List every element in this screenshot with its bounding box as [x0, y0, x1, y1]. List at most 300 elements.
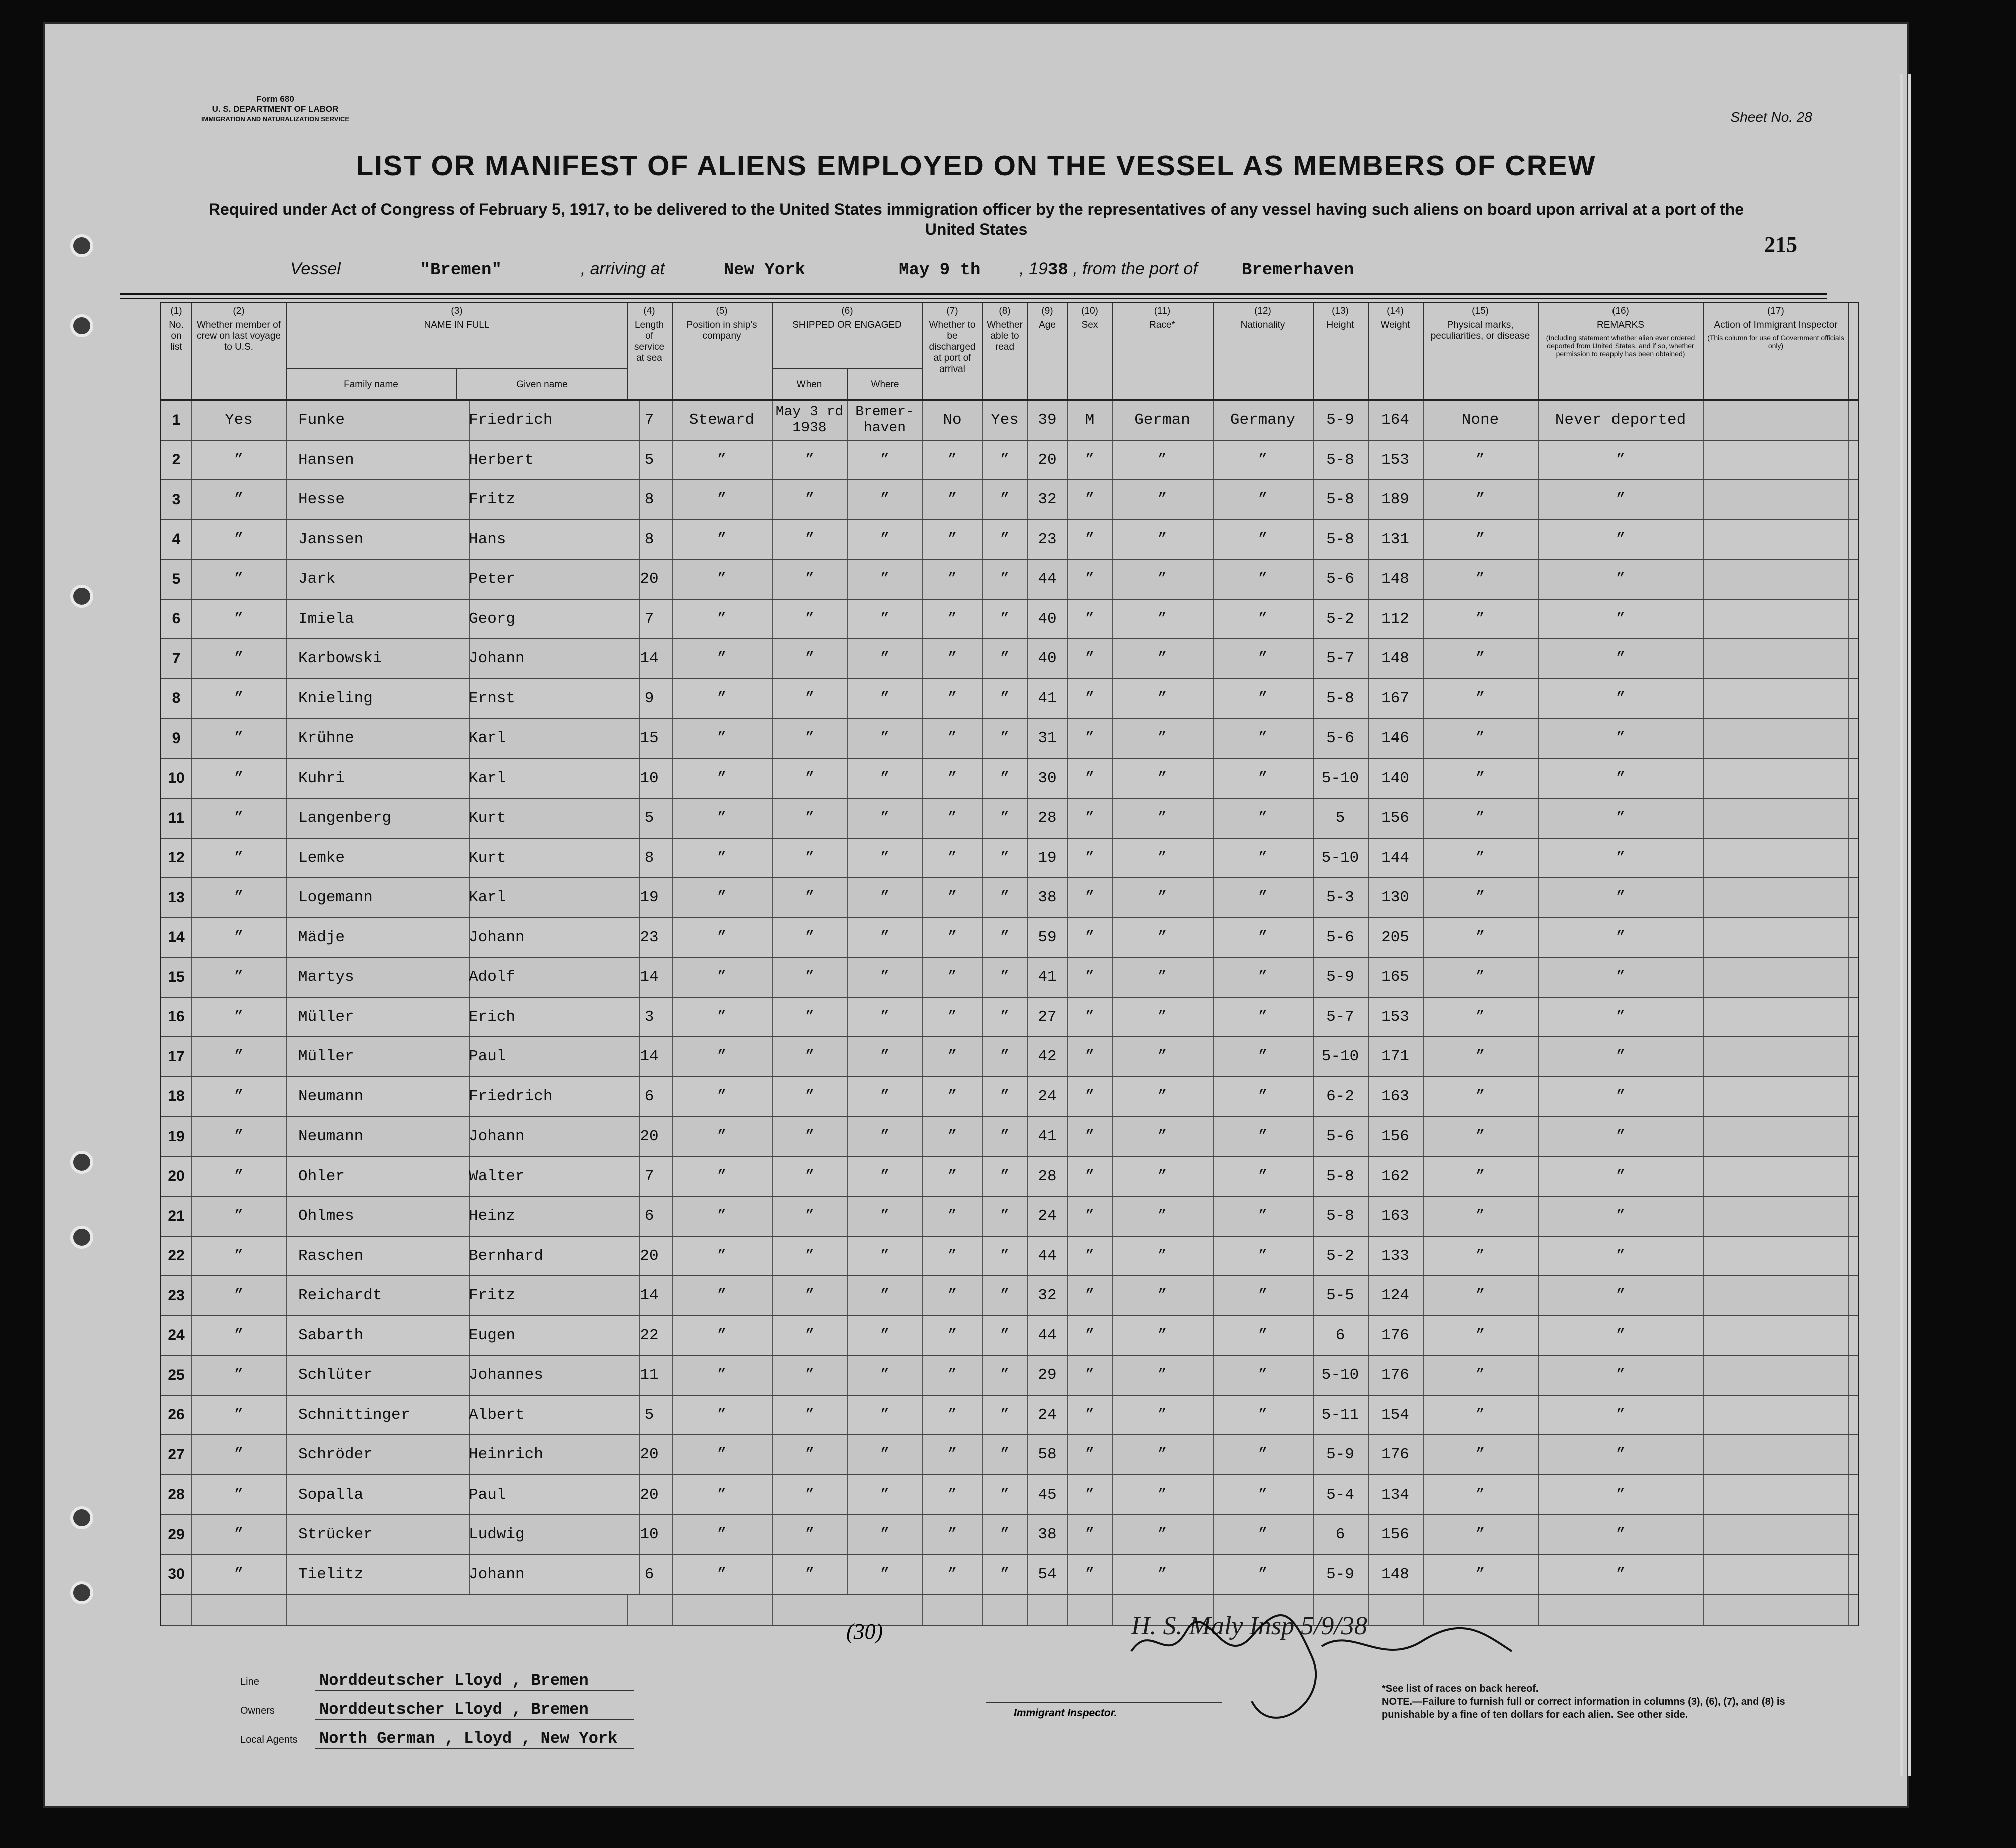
row-number: 22: [161, 1237, 192, 1276]
age: 24: [1027, 1396, 1068, 1435]
footer-note: [1382, 1682, 1832, 1721]
height: 5-8: [1313, 520, 1369, 559]
physical-marks: ”: [1423, 1276, 1539, 1315]
row-number: 14: [161, 918, 192, 957]
shipped-where: ”: [847, 1237, 923, 1276]
age: 20: [1027, 441, 1068, 480]
line-value: Norddeutscher Lloyd , Bremen: [315, 1671, 634, 1691]
nationality: ”: [1213, 918, 1314, 957]
owners-value: Norddeutscher Lloyd , Bremen: [315, 1700, 634, 1720]
position: Steward: [672, 401, 773, 440]
prev-voyage: ”: [191, 719, 287, 758]
binding-hole: [70, 1151, 93, 1174]
shipped-when: May 3 rd 1938: [772, 401, 848, 440]
physical-marks: ”: [1423, 1555, 1539, 1594]
height: 5-8: [1313, 480, 1369, 519]
shipped-where: ”: [847, 839, 923, 878]
discharged: ”: [922, 759, 983, 798]
prev-voyage: ”: [191, 1077, 287, 1117]
able-to-read: ”: [982, 759, 1028, 798]
given-name: Johann: [457, 918, 640, 957]
remarks: ”: [1538, 839, 1704, 878]
inspector-action: [1703, 441, 1849, 480]
given-name: Eugen: [457, 1316, 640, 1355]
age: 45: [1027, 1475, 1068, 1515]
inspector-action: [1703, 1117, 1849, 1156]
nationality: ”: [1213, 1555, 1314, 1594]
length-of-service: 11: [627, 1356, 673, 1395]
binding-hole: [70, 234, 93, 257]
column-label: Nationality: [1240, 320, 1285, 330]
column-number: (11): [1154, 306, 1171, 316]
given-name: Friedrich: [457, 401, 640, 440]
position: ”: [672, 441, 773, 480]
remarks: ”: [1538, 958, 1704, 997]
able-to-read: ”: [982, 1117, 1028, 1156]
age: 27: [1027, 998, 1068, 1037]
arrival-date: May 9 th: [899, 261, 981, 280]
page-edge: [1908, 74, 1911, 1776]
column-label: Weight: [1380, 320, 1410, 330]
sex: ”: [1067, 759, 1113, 798]
sheet-value: 28: [1796, 109, 1812, 125]
sex: ”: [1067, 600, 1113, 639]
column-label: Race*: [1149, 320, 1175, 330]
length-of-service: 10: [627, 1515, 673, 1554]
empty-cell: [1067, 1595, 1113, 1625]
able-to-read: ”: [982, 958, 1028, 997]
discharged: ”: [922, 1396, 983, 1435]
inspector-signature-line: [986, 1702, 1222, 1703]
column-number: (4): [643, 306, 655, 316]
physical-marks: ”: [1423, 1237, 1539, 1276]
weight: 176: [1368, 1356, 1424, 1395]
given-name: Hans: [457, 520, 640, 559]
shipped-where: ”: [847, 1276, 923, 1315]
sex: ”: [1067, 1435, 1113, 1474]
inspector-action: [1703, 799, 1849, 838]
sex: ”: [1067, 1396, 1113, 1435]
able-to-read: ”: [982, 1316, 1028, 1355]
height: 5-5: [1313, 1276, 1369, 1315]
given-name: Kurt: [457, 799, 640, 838]
empty-cell: [627, 1595, 673, 1625]
length-of-service: 8: [627, 480, 673, 519]
inspector-action: [1703, 1555, 1849, 1594]
length-of-service: 15: [627, 719, 673, 758]
remarks: ”: [1538, 520, 1704, 559]
discharged: ”: [922, 1475, 983, 1515]
position: ”: [672, 1276, 773, 1315]
column-label: NAME IN FULL: [424, 320, 490, 330]
weight: 165: [1368, 958, 1424, 997]
table-row: [161, 1237, 1858, 1277]
shipped-when: ”: [772, 1157, 848, 1196]
race: ”: [1112, 1396, 1214, 1435]
sex: ”: [1067, 679, 1113, 718]
height: 5-6: [1313, 1117, 1369, 1156]
shipped-when: ”: [772, 1475, 848, 1515]
race: ”: [1112, 1515, 1214, 1554]
nationality: ”: [1213, 1316, 1314, 1355]
able-to-read: ”: [982, 679, 1028, 718]
table-row: [161, 839, 1858, 879]
row-number: 17: [161, 1037, 192, 1076]
line-row: [240, 1671, 634, 1700]
remarks: ”: [1538, 1555, 1704, 1594]
binding-hole: [70, 1506, 93, 1529]
sex: ”: [1067, 1515, 1113, 1554]
sex: ”: [1067, 441, 1113, 480]
race: ”: [1112, 839, 1214, 878]
manifest-page: [45, 24, 1907, 1806]
page-number: 215: [1764, 232, 1797, 257]
height: 5-9: [1313, 1555, 1369, 1594]
table-row: [161, 719, 1858, 759]
shipped-when: ”: [772, 799, 848, 838]
column-number: (10): [1081, 306, 1098, 316]
family-name: Schnittinger: [286, 1396, 470, 1435]
table-row: [161, 600, 1858, 640]
empty-cell: [672, 1595, 773, 1625]
column-header: [1067, 303, 1113, 399]
length-of-service: 7: [627, 401, 673, 440]
height: 5-11: [1313, 1396, 1369, 1435]
length-of-service: 6: [627, 1077, 673, 1117]
binding-hole: [70, 1581, 93, 1604]
race: ”: [1112, 799, 1214, 838]
inspector-action: [1703, 679, 1849, 718]
inspector-action: [1703, 759, 1849, 798]
physical-marks: ”: [1423, 799, 1539, 838]
age: 59: [1027, 918, 1068, 957]
able-to-read: ”: [982, 799, 1028, 838]
able-to-read: ”: [982, 1077, 1028, 1117]
table-row: [161, 1197, 1858, 1237]
vessel-line: [290, 259, 1393, 280]
race: ”: [1112, 1077, 1214, 1117]
prev-voyage: ”: [191, 1037, 287, 1076]
nationality: ”: [1213, 878, 1314, 917]
race: ”: [1112, 998, 1214, 1037]
column-detail: (Including statement whether alien ever ordered deported from United States, and if so, whether permission to reapply has been obtained): [1546, 334, 1695, 358]
position: ”: [672, 1237, 773, 1276]
row-number: 29: [161, 1515, 192, 1554]
shipped-when: ”: [772, 1316, 848, 1355]
table-header: [161, 303, 1858, 401]
given-name: Karl: [457, 878, 640, 917]
table-row: [161, 918, 1858, 958]
position: ”: [672, 799, 773, 838]
discharged: ”: [922, 719, 983, 758]
prev-voyage: ”: [191, 799, 287, 838]
table-body: [161, 401, 1858, 1626]
family-name: Raschen: [286, 1237, 470, 1276]
height: 5-4: [1313, 1475, 1369, 1515]
nationality: ”: [1213, 1435, 1314, 1474]
nationality: ”: [1213, 560, 1314, 599]
sex: ”: [1067, 839, 1113, 878]
empty-cell: [286, 1595, 628, 1625]
shipped-when: ”: [772, 1037, 848, 1076]
given-name: Johann: [457, 1117, 640, 1156]
height: 6: [1313, 1316, 1369, 1355]
table-row: [161, 1037, 1858, 1077]
shipped-when: ”: [772, 1555, 848, 1594]
table-row: [161, 639, 1858, 679]
position: ”: [672, 1555, 773, 1594]
sex: ”: [1067, 1077, 1113, 1117]
discharged: ”: [922, 1157, 983, 1196]
given-name: Georg: [457, 600, 640, 639]
column-label: Whether to be discharged at port of arrival: [929, 320, 976, 375]
position: ”: [672, 1117, 773, 1156]
shipped-where: ”: [847, 918, 923, 957]
weight: 171: [1368, 1037, 1424, 1076]
physical-marks: ”: [1423, 1475, 1539, 1515]
age: 28: [1027, 1157, 1068, 1196]
shipped-when: ”: [772, 918, 848, 957]
height: 6-2: [1313, 1077, 1369, 1117]
family-name: Ohler: [286, 1157, 470, 1196]
column-number: (17): [1767, 306, 1784, 316]
length-of-service: 20: [627, 1117, 673, 1156]
nationality: ”: [1213, 1037, 1314, 1076]
sex: ”: [1067, 1157, 1113, 1196]
prev-voyage: ”: [191, 520, 287, 559]
physical-marks: ”: [1423, 958, 1539, 997]
prev-voyage: ”: [191, 958, 287, 997]
table-row: [161, 1356, 1858, 1396]
physical-marks: ”: [1423, 679, 1539, 718]
inspector-action: [1703, 1435, 1849, 1474]
race: ”: [1112, 1475, 1214, 1515]
remarks: ”: [1538, 1316, 1704, 1355]
given-name: Fritz: [457, 480, 640, 519]
length-of-service: 23: [627, 918, 673, 957]
family-name: Sopalla: [286, 1475, 470, 1515]
age: 40: [1027, 639, 1068, 678]
row-number: 27: [161, 1435, 192, 1474]
shipped-where: ”: [847, 799, 923, 838]
discharged: ”: [922, 600, 983, 639]
column-number: (14): [1387, 306, 1404, 316]
position: ”: [672, 1396, 773, 1435]
column-number: (1): [170, 306, 182, 316]
age: 38: [1027, 1515, 1068, 1554]
able-to-read: ”: [982, 1237, 1028, 1276]
sex: ”: [1067, 1237, 1113, 1276]
remarks: ”: [1538, 1356, 1704, 1395]
weight: 167: [1368, 679, 1424, 718]
from-port: Bremerhaven: [1241, 261, 1354, 280]
discharged: ”: [922, 839, 983, 878]
row-number: 9: [161, 719, 192, 758]
remarks: ”: [1538, 1435, 1704, 1474]
age: 30: [1027, 759, 1068, 798]
vessel-label: Vessel: [290, 259, 341, 278]
shipped-where: ”: [847, 1396, 923, 1435]
family-name: Mädje: [286, 918, 470, 957]
age: 58: [1027, 1435, 1068, 1474]
discharged: ”: [922, 679, 983, 718]
weight: 176: [1368, 1435, 1424, 1474]
row-number: 15: [161, 958, 192, 997]
empty-cell: [191, 1595, 287, 1625]
agents-label: Local Agents: [240, 1734, 298, 1745]
length-of-service: 20: [627, 560, 673, 599]
height: 5-9: [1313, 401, 1369, 440]
race-note: *See list of races on back hereof.: [1382, 1683, 1539, 1694]
column-number: (13): [1332, 306, 1349, 316]
sex: ”: [1067, 480, 1113, 519]
shipped-where: ”: [847, 1197, 923, 1236]
sex: ”: [1067, 1555, 1113, 1594]
prev-voyage: ”: [191, 839, 287, 878]
able-to-read: ”: [982, 1475, 1028, 1515]
race: ”: [1112, 441, 1214, 480]
able-to-read: ”: [982, 1276, 1028, 1315]
column-number: (6): [841, 306, 853, 316]
nationality: ”: [1213, 520, 1314, 559]
able-to-read: ”: [982, 1197, 1028, 1236]
able-to-read: ”: [982, 600, 1028, 639]
shipped-where: ”: [847, 1157, 923, 1196]
inspector-action: [1703, 878, 1849, 917]
height: 5-8: [1313, 1197, 1369, 1236]
table-row: [161, 520, 1858, 560]
height: 5-8: [1313, 679, 1369, 718]
column-label: Sex: [1081, 320, 1098, 330]
inspector-action: [1703, 600, 1849, 639]
weight: 133: [1368, 1237, 1424, 1276]
remarks: ”: [1538, 1515, 1704, 1554]
column-label: Action of Immigrant Inspector: [1714, 320, 1838, 330]
row-number: 3: [161, 480, 192, 519]
table-row: [161, 878, 1858, 918]
discharged: ”: [922, 441, 983, 480]
nationality: ”: [1213, 958, 1314, 997]
row-number: 1: [161, 401, 192, 440]
height: 6: [1313, 1515, 1369, 1554]
family-name: Strücker: [286, 1515, 470, 1554]
row-number: 10: [161, 759, 192, 798]
race: ”: [1112, 1435, 1214, 1474]
shipped-where: ”: [847, 759, 923, 798]
discharged: ”: [922, 998, 983, 1037]
length-of-service: 20: [627, 1475, 673, 1515]
remarks: ”: [1538, 1237, 1704, 1276]
agents-row: [240, 1729, 634, 1758]
family-name: Müller: [286, 1037, 470, 1076]
family-name: Müller: [286, 998, 470, 1037]
race: ”: [1112, 759, 1214, 798]
age: 44: [1027, 1316, 1068, 1355]
prev-voyage: ”: [191, 679, 287, 718]
shipped-where: ”: [847, 480, 923, 519]
weight: 131: [1368, 520, 1424, 559]
family-name: Knieling: [286, 679, 470, 718]
weight: 164: [1368, 401, 1424, 440]
inspector-action: [1703, 1276, 1849, 1315]
shipped-where: ”: [847, 719, 923, 758]
inspector-action: [1703, 480, 1849, 519]
table-row: [161, 958, 1858, 998]
race: ”: [1112, 679, 1214, 718]
table-row: [161, 1316, 1858, 1356]
sex: ”: [1067, 1475, 1113, 1515]
row-number: 24: [161, 1316, 192, 1355]
nationality: ”: [1213, 839, 1314, 878]
inspector-action: [1703, 1316, 1849, 1355]
discharged: ”: [922, 918, 983, 957]
weight: 163: [1368, 1197, 1424, 1236]
age: 28: [1027, 799, 1068, 838]
column-number: (16): [1612, 306, 1629, 316]
able-to-read: ”: [982, 560, 1028, 599]
shipped-when: ”: [772, 719, 848, 758]
shipped-when: ”: [772, 639, 848, 678]
shipped-where: ”: [847, 1475, 923, 1515]
column-number: (15): [1472, 306, 1489, 316]
empty-cell: [982, 1595, 1028, 1625]
shipped-where: ”: [847, 639, 923, 678]
height: 5-9: [1313, 958, 1369, 997]
divider: [120, 293, 1827, 295]
prev-voyage: ”: [191, 480, 287, 519]
age: 19: [1027, 839, 1068, 878]
table-row: [161, 1396, 1858, 1436]
height: 5-8: [1313, 441, 1369, 480]
age: 31: [1027, 719, 1068, 758]
shipped-when: ”: [772, 1077, 848, 1117]
position: ”: [672, 480, 773, 519]
nationality: ”: [1213, 998, 1314, 1037]
position: ”: [672, 560, 773, 599]
discharged: ”: [922, 1117, 983, 1156]
binding-hole: [70, 585, 93, 608]
shipped-where: ”: [847, 1117, 923, 1156]
remarks: ”: [1538, 560, 1704, 599]
length-of-service: 10: [627, 759, 673, 798]
shipped-where: Bremer-haven: [847, 401, 923, 440]
length-of-service: 20: [627, 1435, 673, 1474]
table-row: [161, 1157, 1858, 1197]
page-edge: [1900, 74, 1903, 1776]
prev-voyage: ”: [191, 441, 287, 480]
row-number: 28: [161, 1475, 192, 1515]
length-of-service: 20: [627, 1237, 673, 1276]
row-number: 13: [161, 878, 192, 917]
age: 24: [1027, 1077, 1068, 1117]
age: 23: [1027, 520, 1068, 559]
prev-voyage: ”: [191, 1117, 287, 1156]
given-name: Paul: [457, 1475, 640, 1515]
nationality: ”: [1213, 1276, 1314, 1315]
prev-voyage: ”: [191, 918, 287, 957]
shipped-where: ”: [847, 998, 923, 1037]
position: ”: [672, 998, 773, 1037]
length-of-service: 3: [627, 998, 673, 1037]
column-header: [627, 303, 673, 399]
race: ”: [1112, 1197, 1214, 1236]
remarks: ”: [1538, 600, 1704, 639]
height: 5-8: [1313, 1157, 1369, 1196]
inspector-action: [1703, 1197, 1849, 1236]
divider: [120, 298, 1827, 299]
physical-marks: ”: [1423, 1396, 1539, 1435]
position: ”: [672, 639, 773, 678]
